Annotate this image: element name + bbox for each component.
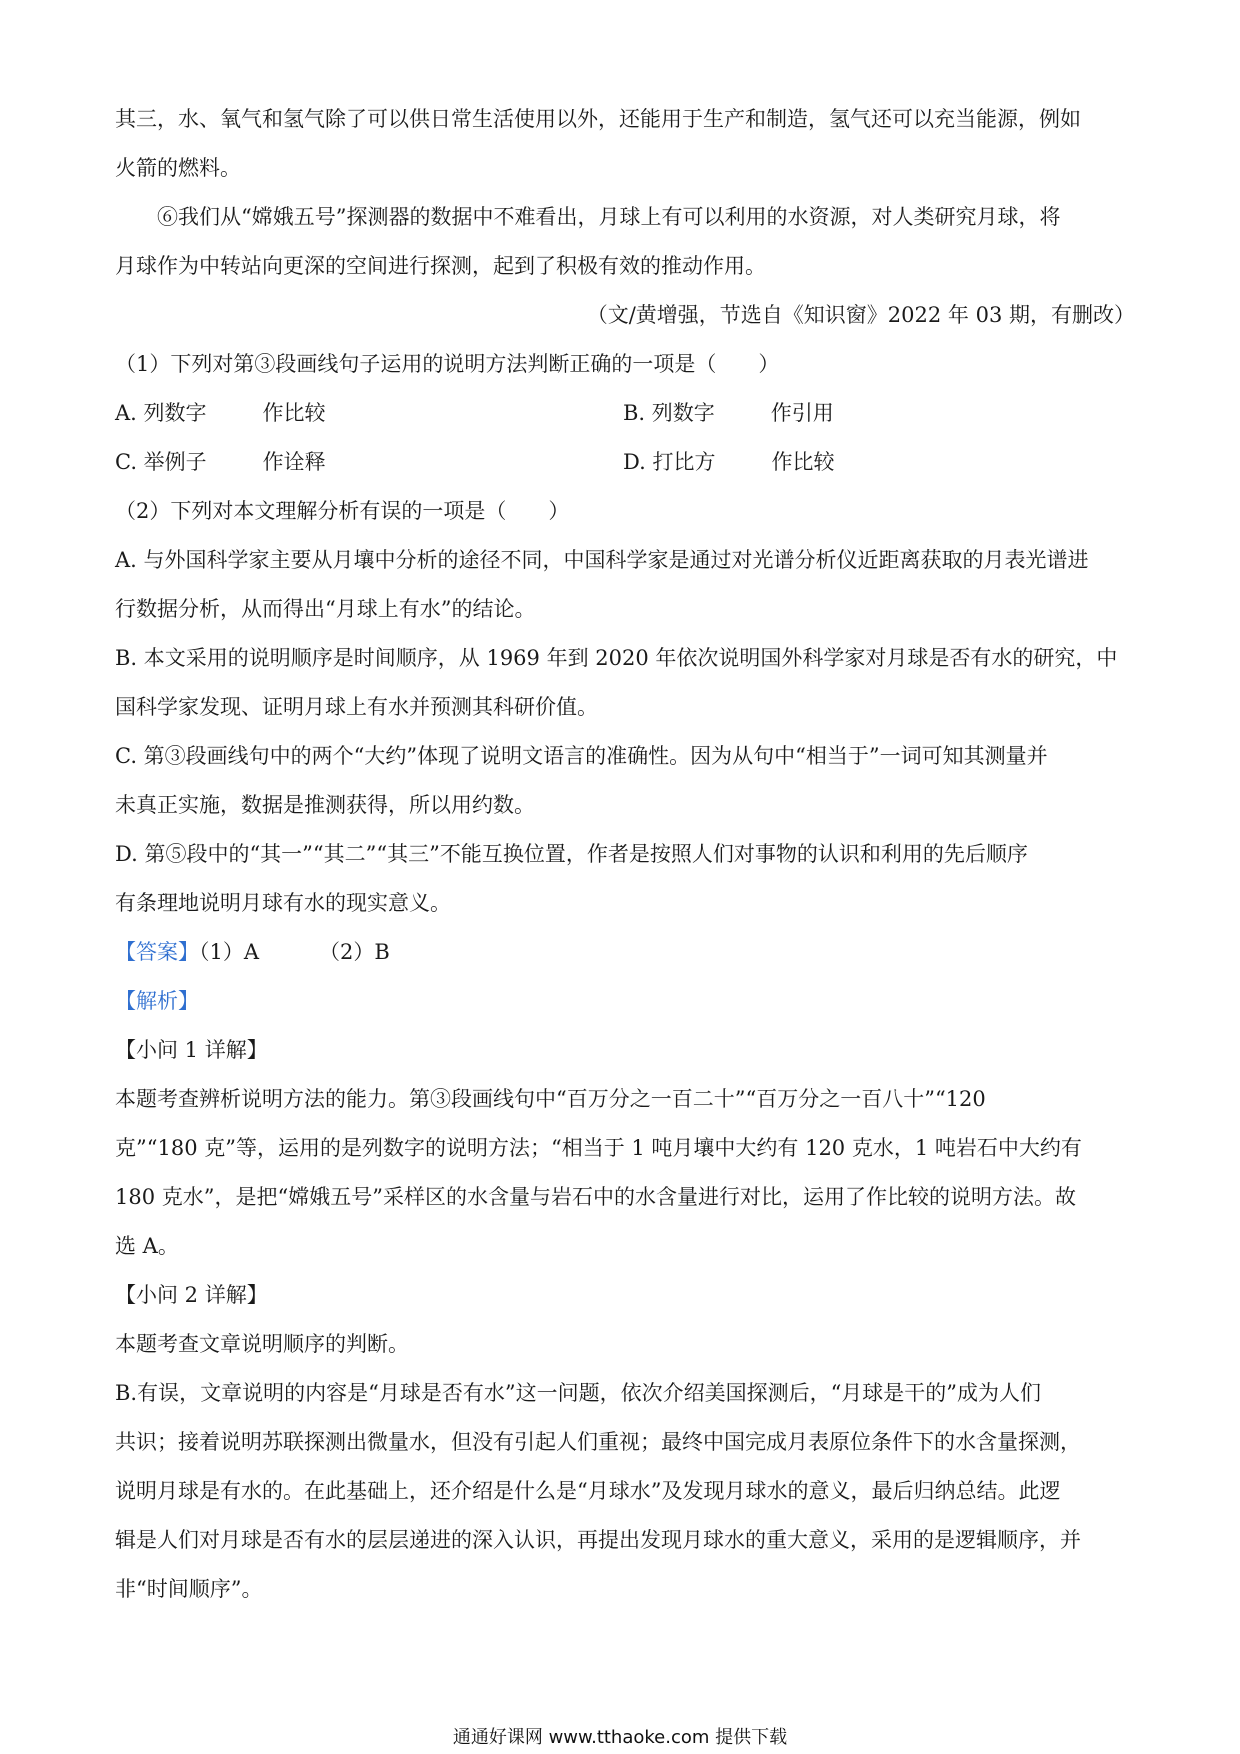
option-d: D. 打比方 作比较	[623, 450, 835, 474]
option-a: A. 列数字 作比较	[115, 401, 326, 425]
document-page	[115, 95, 1135, 1614]
passage-line: 其三，水、氧气和氢气除了可以供日常生活使用以外，还能用于生产和制造，氢气还可以充当能源，例如	[115, 107, 1081, 131]
answer-tag: 【答案】	[115, 940, 199, 964]
analysis-line: 克”“180 克”等，运用的是列数字的说明方法；“相当于 1 吨月壤中大约有 120 克水，1 吨岩石中大约有	[115, 1136, 1082, 1160]
analysis-line: B.有误，文章说明的内容是“月球是否有水”这一问题，依次介绍美国探测后，“月球是干的”成为人们	[115, 1381, 1042, 1405]
question-2-stem: （2）下列对本文理解分析有误的一项是（ ）	[115, 499, 570, 523]
analysis-line: 说明月球是有水的。在此基础上，还介绍是什么是“月球水”及发现月球水的意义，最后归纳总结。此逻	[115, 1479, 1061, 1503]
question-2-line: 未真正实施，数据是推测获得，所以用约数。	[115, 793, 535, 817]
sub-question-2-title: 【小问 2 详解】	[115, 1283, 268, 1307]
question-2-line: C. 第③段画线句中的两个“大约”体现了说明文语言的准确性。因为从句中“相当于”一词可知其测量并	[115, 744, 1048, 768]
passage-line: 火箭的燃料。	[115, 156, 241, 180]
analysis-line: 选 A。	[115, 1234, 179, 1258]
analysis-line: 辑是人们对月球是否有水的层层递进的深入认识，再提出发现月球水的重大意义，采用的是逻辑顺序，并	[115, 1528, 1081, 1552]
question-1-stem: （1）下列对第③段画线句子运用的说明方法判断正确的一项是（ ）	[115, 352, 780, 376]
question-2-line: 有条理地说明月球有水的现实意义。	[115, 891, 451, 915]
analysis-line: 非“时间顺序”。	[115, 1577, 263, 1601]
option-b: B. 列数字 作引用	[623, 401, 834, 425]
source-citation: （文/黄增强，节选自《知识窗》2022 年 03 期，有删改）	[586, 303, 1135, 327]
passage-paragraph-6: ⑥我们从“嫦娥五号”探测器的数据中不难看出，月球上有可以利用的水资源，对人类研究月球，将	[157, 205, 1061, 229]
sub-question-1-title: 【小问 1 详解】	[115, 1038, 268, 1062]
analysis-line: 共识；接着说明苏联探测出微量水，但没有引起人们重视；最终中国完成月表原位条件下的水含量探测，	[115, 1430, 1081, 1454]
question-2-line: D. 第⑤段中的“其一”“其二”“其三”不能互换位置，作者是按照人们对事物的认识和利用的先后顺序	[115, 842, 1028, 866]
answer-line	[115, 928, 1135, 977]
passage-line: 月球作为中转站向更深的空间进行探测，起到了积极有效的推动作用。	[115, 254, 766, 278]
question-2-line: 行数据分析，从而得出“月球上有水”的结论。	[115, 597, 536, 621]
page-footer: 通通好课网 www.tthaoke.com 提供下载	[452, 1727, 788, 1748]
question-1-options-row	[115, 389, 1135, 438]
analysis-line: 本题考查辨析说明方法的能力。第③段画线句中“百万分之一百二十”“百万分之一百八十”“120	[115, 1087, 986, 1111]
analysis-line: 本题考查文章说明顺序的判断。	[115, 1332, 409, 1356]
option-c: C. 举例子 作诠释	[115, 450, 326, 474]
question-2-line: 国科学家发现、证明月球上有水并预测其科研价值。	[115, 695, 598, 719]
question-1-options-row	[115, 438, 1135, 487]
question-2-line: B. 本文采用的说明顺序是时间顺序，从 1969 年到 2020 年依次说明国外科学家对月球是否有水的研究，中	[115, 646, 1118, 670]
question-2-line: A. 与外国科学家主要从月壤中分析的途径不同，中国科学家是通过对光谱分析仪近距离获取的月表光谱进	[115, 548, 1089, 572]
analysis-tag: 【解析】	[115, 989, 199, 1013]
analysis-line: 180 克水”，是把“嫦娥五号”采样区的水含量与岩石中的水含量进行对比，运用了作比较的说明方法。故	[115, 1185, 1076, 1209]
answer-1: （1）A	[199, 940, 260, 964]
answer-2: （2）B	[319, 940, 390, 964]
